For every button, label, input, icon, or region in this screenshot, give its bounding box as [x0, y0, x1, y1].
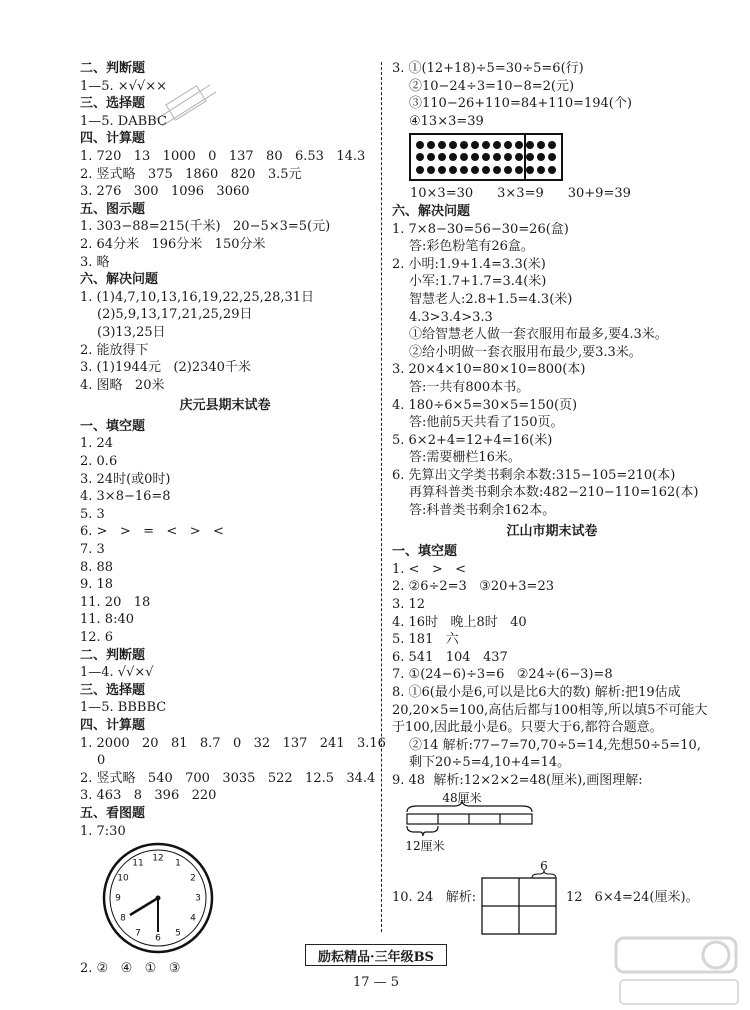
section-title: 四、计算题 — [80, 717, 146, 733]
dot — [515, 153, 523, 161]
section-title: 一、填空题 — [80, 418, 146, 434]
diagram-label-six: 6 — [540, 858, 548, 873]
answer-line: 再算科普类书剩余本数:482−210−110=162(本) — [409, 485, 699, 501]
answer-line: 答:需要栅栏16米。 — [409, 450, 521, 466]
section-title: 六、解决问题 — [392, 203, 471, 219]
dot — [471, 166, 479, 174]
exam-title: 庆元县期末试卷 — [179, 398, 271, 414]
dot — [493, 153, 501, 161]
answer-line: 1. 7×8−30=56−30=26(盒) — [392, 221, 569, 237]
answer-line: 1. (1)4,7,10,13,16,19,22,25,28,31日 — [80, 289, 315, 305]
answer-line: ③110−26+110=84+110=194(个) — [409, 96, 632, 112]
answer-line: 8. 88 — [80, 559, 114, 575]
answer-line: (3)13,25日 — [97, 324, 166, 340]
dot — [416, 153, 424, 161]
dot — [504, 166, 512, 174]
answer-line: 5. 6×2+4=12+4=16(米) — [392, 432, 553, 448]
section-title: 六、解决问题 — [80, 272, 159, 288]
dot — [515, 166, 523, 174]
dot — [460, 153, 468, 161]
answer-line: 6. 541 104 437 — [392, 649, 508, 665]
dot — [537, 141, 545, 149]
answer-line: 7. 3 — [80, 542, 105, 558]
answer-line: 11. 8:40 — [80, 612, 134, 628]
answer-line: (2)5,9,13,17,21,25,29日 — [97, 307, 253, 323]
dot — [515, 141, 523, 149]
answer-line: 4. 16时 晚上8时 40 — [392, 614, 527, 630]
equation: 30+9=39 — [567, 186, 631, 202]
equation: 3×3=9 — [497, 186, 544, 202]
dot — [493, 141, 501, 149]
answer-line: 2. 竖式略 375 1860 820 3.5元 — [80, 166, 302, 182]
answer-line: 2. ② ④ ① ③ — [80, 961, 181, 977]
dot — [438, 166, 446, 174]
answer-line: 9. 18 — [80, 577, 114, 593]
section-title: 五、图示题 — [80, 201, 146, 217]
svg-text:11: 11 — [132, 858, 144, 869]
answer-line: 2. 小明:1.9+1.4=3.3(米) — [392, 256, 546, 272]
section-title: 二、判断题 — [80, 61, 146, 76]
section-title: 五、看图题 — [80, 805, 146, 821]
svg-text:3: 3 — [195, 893, 201, 904]
page-number: 17 — 5 — [353, 975, 400, 990]
answer-line: 1. 7:30 — [80, 823, 126, 839]
dot — [548, 141, 556, 149]
clock-icon — [100, 840, 220, 960]
brace-diagram — [392, 790, 552, 856]
diagram-label-bottom: 12厘米 — [405, 838, 445, 853]
diagram-label-top: 48厘米 — [442, 790, 482, 805]
section-title: 三、选择题 — [80, 682, 146, 698]
answer-line: 3. (1)1944元 (2)2340千米 — [80, 360, 251, 376]
answer-line: 智慧老人:2.8+1.5=4.3(米) — [409, 291, 573, 307]
answer-line: 3. 12 — [392, 597, 426, 613]
answer-line: 答:科普类书剩余162本。 — [409, 503, 556, 519]
dot-array — [409, 133, 563, 181]
answer-line: 2. 能放得下 — [80, 342, 149, 358]
section-title: 一、填空题 — [392, 544, 458, 560]
svg-text:12: 12 — [152, 853, 164, 864]
answer-line: 3. 20×4×10=80×10=800(本) — [392, 362, 586, 378]
answer-line: ①给智慧老人做一套衣服用布最多,要4.3米。 — [409, 327, 668, 343]
watermark-logo-icon — [612, 932, 746, 1010]
rectangle-diagram — [474, 858, 564, 938]
dot — [427, 141, 435, 149]
answer-line: 5. 181 六 — [392, 632, 459, 648]
dot — [449, 141, 457, 149]
dot-array-figure — [392, 133, 712, 181]
dot — [416, 141, 424, 149]
dot — [537, 166, 545, 174]
answer-line: 1. 2000 20 81 8.7 0 32 137 241 3.16 — [80, 735, 386, 751]
right-column — [392, 60, 712, 938]
rectangle-diagram-row — [392, 858, 712, 938]
dot-array-equations — [392, 185, 712, 203]
answer-line: 10. 24 解析: — [392, 889, 477, 905]
dot — [460, 141, 468, 149]
section-title: 四、计算题 — [80, 131, 146, 147]
dot — [449, 166, 457, 174]
footer-brand: 励耘精品·三年级BS — [305, 944, 447, 966]
answer-line: 0 — [97, 753, 106, 769]
svg-text:7: 7 — [135, 928, 141, 939]
answer-line: 1—5. DABBC — [80, 113, 167, 129]
answer-paragraph: ②14 解析:77−7=70,70÷5=14,先想50÷5=10,剩下20÷5=4,10+4=14。 — [409, 737, 701, 771]
answer-line: 4. 3×8−16=8 — [80, 489, 171, 505]
answer-line: ④13×3=39 — [409, 113, 484, 129]
answer-line: 9. 48 解析:12×2×2=48(厘米),画图理解: — [392, 772, 643, 788]
answer-paragraph: 8. ①6(最小是6,可以是比6大的数) 解析:把19估成20,20×5=100,高估后都与100相等,所以填5不可能大于100,因此最小是6。只要大于6,都符合题意。 — [392, 685, 708, 736]
answer-line: ②10−24÷3=10−8=2(元) — [409, 78, 575, 94]
answer-line: 答:他前5天共看了150页。 — [409, 415, 564, 431]
answer-line: 1. 720 13 1000 0 137 80 6.53 14.3 — [80, 148, 366, 164]
dot — [482, 166, 490, 174]
answer-line: 12. 6 — [80, 630, 114, 645]
answer-line: 2. 64分米 196分米 150分米 — [80, 236, 266, 252]
answer-line: 11. 20 18 — [80, 594, 151, 610]
answer-line: 1. 24 — [80, 436, 114, 452]
clock-figure — [80, 840, 370, 960]
svg-text:2: 2 — [190, 873, 196, 884]
answer-line: 3. ①(12+18)÷5=30÷5=6(行) — [392, 61, 584, 76]
answer-line: 6. 先算出文学类书剩余本数:315−105=210(本) — [392, 467, 676, 483]
answer-line: 3. 463 8 396 220 — [80, 788, 217, 804]
answer-line: 6. > > = < > < — [80, 524, 224, 540]
answer-line: 4. 180÷6×5=30×5=150(页) — [392, 397, 578, 413]
answer-line: 4.3>3.4>3.3 — [409, 309, 493, 325]
dot — [504, 153, 512, 161]
answer-line: 2. ②6÷2=3 ③20+3=23 — [392, 579, 554, 595]
dot — [537, 153, 545, 161]
dot — [482, 153, 490, 161]
column-divider — [381, 62, 382, 932]
svg-text:4: 4 — [190, 913, 196, 924]
svg-text:8: 8 — [120, 913, 126, 924]
section-title: 二、判断题 — [80, 647, 146, 663]
diagram-label-twelve: 12 — [566, 889, 583, 905]
dot — [548, 166, 556, 174]
dot — [526, 141, 534, 149]
dot-array-divider — [524, 135, 526, 179]
answer-line: 小军:1.7+1.7=3.4(米) — [409, 274, 547, 290]
svg-text:6: 6 — [155, 933, 161, 944]
svg-text:1: 1 — [175, 858, 181, 869]
section-title: 三、选择题 — [80, 96, 146, 112]
dot — [438, 141, 446, 149]
answer-line: 1—5. BBBBC — [80, 700, 167, 716]
dot-grid — [414, 138, 558, 176]
answer-line: 4. 图略 20米 — [80, 377, 165, 393]
svg-text:10: 10 — [117, 873, 129, 884]
answer-line: ②给小明做一套衣服用布最少,要3.3米。 — [409, 344, 642, 360]
dot — [471, 141, 479, 149]
dot — [493, 166, 501, 174]
answer-line: 3. 24时(或0时) — [80, 471, 171, 487]
answer-line: 3. 276 300 1096 3060 — [80, 184, 250, 200]
dot — [471, 153, 479, 161]
answer-line: 答:一共有800本书。 — [409, 379, 530, 395]
answer-line: 1—5. ×√√×× — [80, 78, 168, 94]
dot — [427, 153, 435, 161]
stamp-icon — [150, 80, 220, 130]
svg-text:9: 9 — [115, 893, 121, 904]
dot — [449, 153, 457, 161]
answer-line: 6×4=24(厘米)。 — [594, 889, 699, 905]
exam-title: 江山市期末试卷 — [506, 523, 598, 539]
dot — [482, 141, 490, 149]
dot — [460, 166, 468, 174]
answer-line: 5. 3 — [80, 506, 105, 522]
answer-line: 2. 竖式略 540 700 3035 522 12.5 34.4 — [80, 770, 376, 786]
dot — [504, 141, 512, 149]
dot — [416, 166, 424, 174]
answer-line: 7. ①(24−6)÷3=6 ②24÷(6−3)=8 — [392, 667, 613, 683]
svg-text:5: 5 — [175, 928, 181, 939]
answer-line: 1. < > < — [392, 561, 467, 577]
answer-line: 1—4. √√×√ — [80, 665, 154, 681]
dot — [438, 153, 446, 161]
dot — [526, 153, 534, 161]
segment-diagram — [392, 790, 712, 858]
dot — [526, 166, 534, 174]
answer-line: 答:彩色粉笔有26盒。 — [409, 239, 534, 255]
equation: 10×3=30 — [410, 186, 474, 202]
answer-line: 3. 略 — [80, 254, 110, 270]
dot — [427, 166, 435, 174]
answer-line: 1. 303−88=215(千米) 20−5×3=5(元) — [80, 219, 331, 235]
answer-line: 2. 0.6 — [80, 454, 118, 470]
dot — [548, 153, 556, 161]
